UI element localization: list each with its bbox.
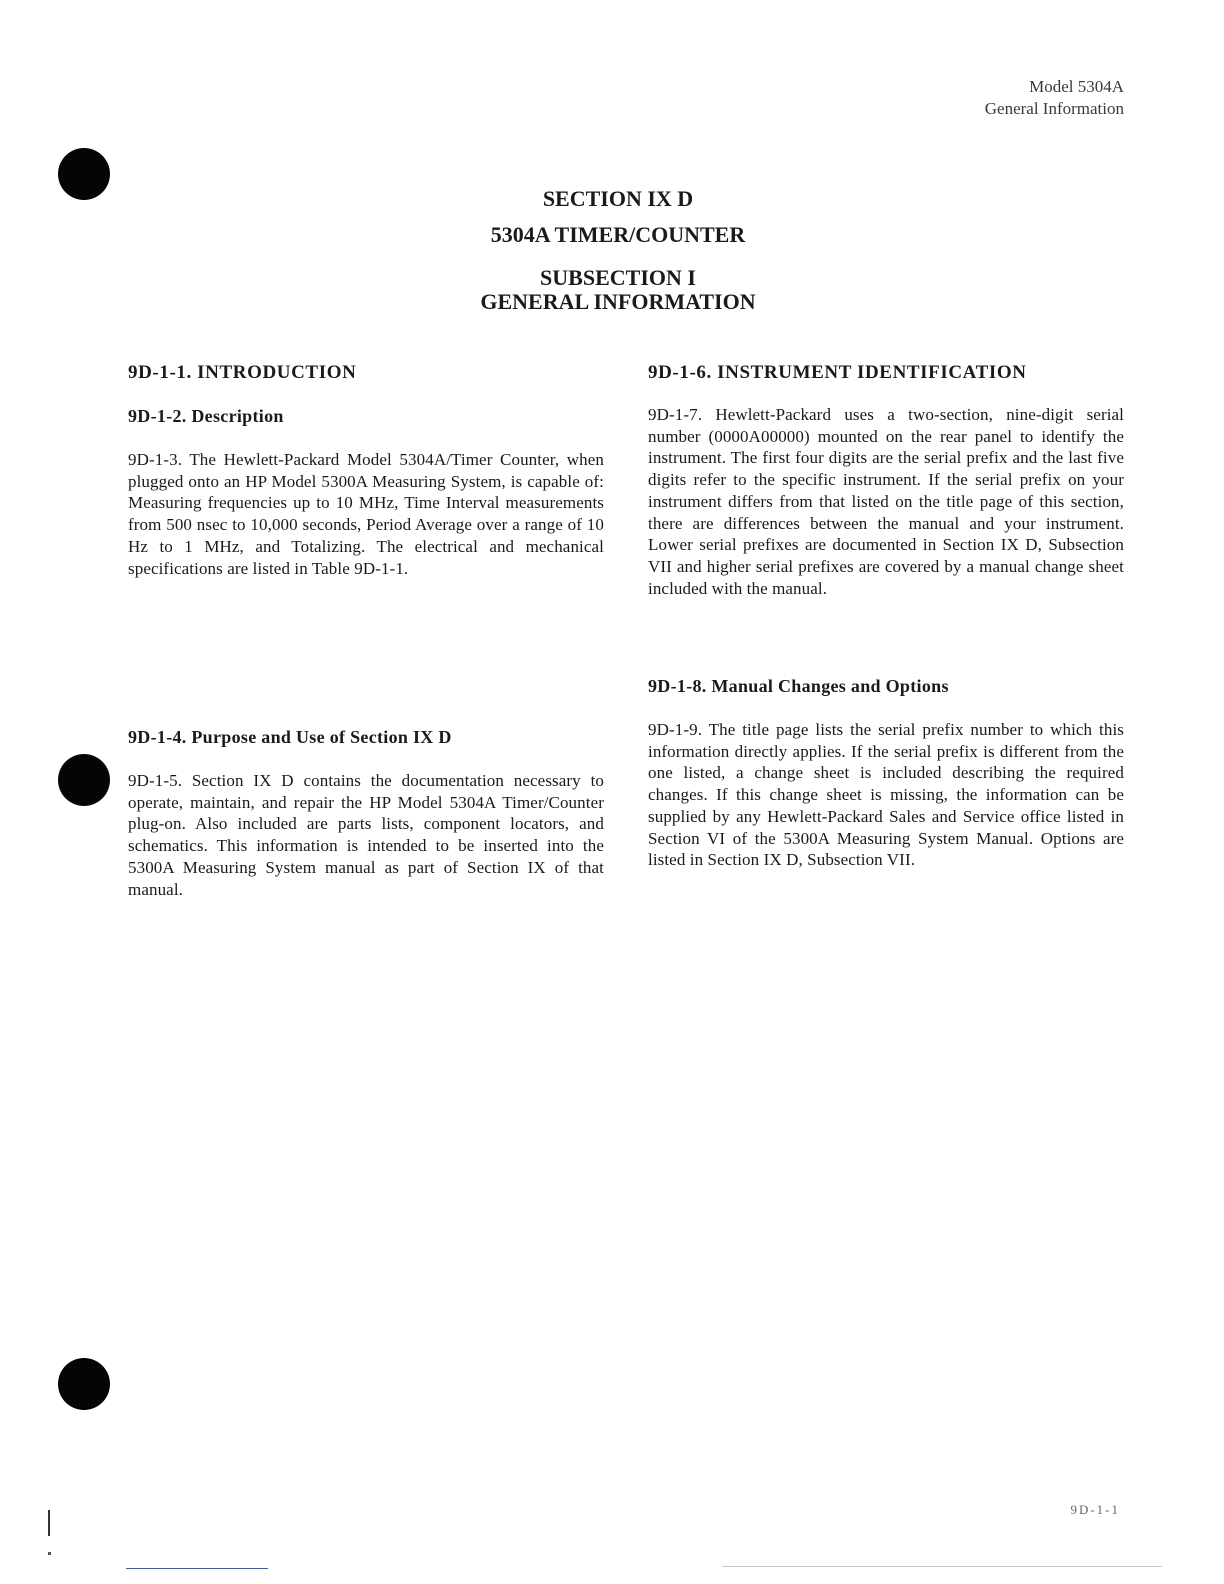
introduction-heading-wrap (128, 362, 604, 384)
purpose-paragraph: 9D-1-5. Section IX D contains the documentation necessary to operate, maintain, and repair the HP Model 5304A Timer/Counter plug-on. Also included are parts lists, component locators, and schematics. This information is intended to be inserted into the 5300A Measuring System manual as part of Section IX of that manual. (128, 771, 604, 899)
running-header (985, 76, 1124, 120)
header-chapter: General Information (984, 99, 1124, 118)
purpose-paragraph-wrap (128, 770, 604, 900)
section-titles (0, 186, 1224, 314)
description-paragraph: 9D-1-3. The Hewlett-Packard Model 5304A/Timer Counter, when plugged onto an HP Model 5300A Measuring System, is capable of: Measuring frequencies up to 10 MHz, Time Interval measurements from 500 nsec to 10,000 seconds, Period Average over a range of 10 Hz to 1 MHz, and Totalizing. The electrical and mechanical specifications are listed in Table 9D-1-1. (128, 450, 604, 578)
header-model: Model 5304A (1029, 77, 1124, 96)
product-title: 5304A TIMER/COUNTER (490, 222, 746, 247)
identification-heading-wrap (648, 362, 1124, 384)
changes-heading: 9D-1-8. Manual Changes and Options (648, 676, 949, 696)
identification-paragraph: 9D-1-7. Hewlett-Packard uses a two-section, nine-digit serial number (0000A00000) mounted on the rear panel to identify the instrument. The first four digits are the serial prefix and the last five digits refer to the specific instrument. If the serial prefix on your instrument differs from that listed on the title page of this section, there are differences between the manual and your instrument. Lower serial prefixes are documented in Section IX D, Subsection VII and higher serial prefixes are covered by a manual change sheet included with the manual. (648, 405, 1124, 598)
changes-paragraph-wrap (648, 719, 1124, 871)
page-number: 9D-1-1 (1070, 1502, 1120, 1517)
punch-hole-middle (58, 754, 110, 806)
punch-hole-bottom (58, 1358, 110, 1410)
description-heading: 9D-1-2. Description (128, 406, 284, 426)
bottom-rule-right (722, 1566, 1162, 1567)
bottom-rule-left (126, 1568, 268, 1569)
changes-heading-wrap (648, 676, 1124, 697)
description-paragraph-wrap (128, 449, 604, 579)
purpose-heading: 9D-1-4. Purpose and Use of Section IX D (128, 727, 452, 747)
subsection-name: GENERAL INFORMATION (480, 289, 756, 314)
description-heading-wrap (128, 406, 604, 427)
purpose-heading-wrap (128, 727, 604, 748)
identification-paragraph-wrap (648, 404, 1124, 599)
scan-edge-dot (48, 1552, 51, 1555)
introduction-heading: 9D-1-1. INTRODUCTION (128, 362, 357, 383)
scan-edge-mark (48, 1510, 50, 1536)
subsection-title: SUBSECTION I (540, 265, 696, 290)
identification-heading: 9D-1-6. INSTRUMENT IDENTIFICATION (648, 362, 1027, 383)
changes-paragraph: 9D-1-9. The title page lists the serial prefix number to which this information directly applies. If the serial prefix is different from the one listed, a change sheet is included describing the required changes. If this change sheet is missing, the information can be supplied by any Hewlett-Packard Sales and Service office listed in Section VI of the 5300A Measuring System Manual. Options are listed in Section IX D, Subsection VII. (648, 720, 1124, 870)
section-title: SECTION IX D (542, 186, 694, 211)
